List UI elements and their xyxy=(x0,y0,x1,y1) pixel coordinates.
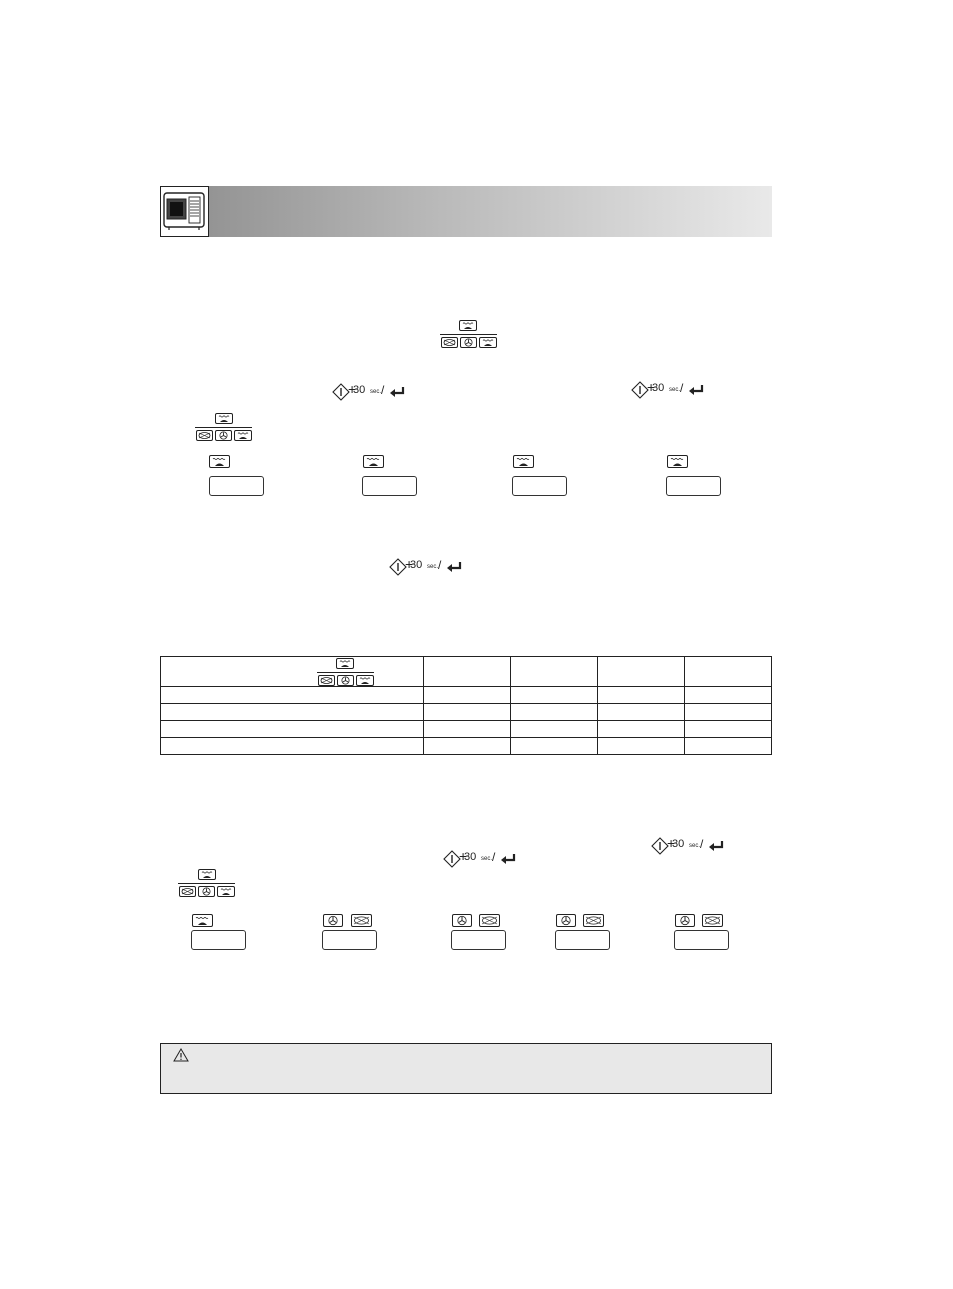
table-cell xyxy=(424,738,511,755)
program-display xyxy=(674,930,729,950)
enter-arrow-icon xyxy=(708,840,724,852)
plus-sign: + xyxy=(667,835,676,851)
program-display xyxy=(362,476,417,496)
table-row xyxy=(161,738,772,755)
program-display xyxy=(512,476,567,496)
table-cell xyxy=(161,721,424,738)
grill-icon xyxy=(198,869,216,880)
combination-icon xyxy=(479,914,500,927)
enter-arrow-icon xyxy=(446,561,462,573)
thirty-label: 30 xyxy=(672,838,685,850)
sec-label: sec. xyxy=(370,389,382,395)
table-cell xyxy=(424,721,511,738)
enter-arrow-icon xyxy=(389,386,405,398)
grill-icon xyxy=(215,413,233,424)
table-cell xyxy=(685,738,772,755)
slash-sign: / xyxy=(680,381,684,395)
table-cell xyxy=(161,687,424,704)
table-header-row xyxy=(161,657,772,687)
table-row xyxy=(161,687,772,704)
convection-fan-icon xyxy=(198,886,215,897)
plus-sign: + xyxy=(348,381,357,397)
combination-icon xyxy=(583,914,604,927)
grill-settings-table xyxy=(160,656,772,755)
caution-box xyxy=(160,1043,772,1094)
table-cell xyxy=(598,704,685,721)
program-display xyxy=(191,930,246,950)
thirty-label: 30 xyxy=(410,559,423,571)
convection-fan-icon xyxy=(323,914,343,927)
convection-fan-icon xyxy=(675,914,695,927)
sec-label: sec. xyxy=(689,843,701,849)
enter-arrow-icon xyxy=(688,384,704,396)
table-row xyxy=(161,704,772,721)
program-display xyxy=(209,476,264,496)
table-cell xyxy=(511,704,598,721)
table-row xyxy=(161,721,772,738)
start-30sec-enter-icon xyxy=(443,850,527,868)
convection-fan-icon xyxy=(337,675,354,686)
grill-icon xyxy=(513,455,534,468)
combination-icon xyxy=(441,337,458,348)
grill-icon xyxy=(363,455,384,468)
table-cell xyxy=(598,721,685,738)
slash-sign: / xyxy=(700,837,704,851)
grill-icon xyxy=(234,430,252,441)
combination-icon xyxy=(351,914,372,927)
table-cell xyxy=(424,704,511,721)
thirty-label: 30 xyxy=(353,384,366,396)
enter-arrow-icon xyxy=(500,853,516,865)
thirty-label: 30 xyxy=(464,851,477,863)
sec-label: sec. xyxy=(427,564,439,570)
convection-fan-icon xyxy=(556,914,576,927)
table-cell xyxy=(685,687,772,704)
start-30sec-enter-icon xyxy=(651,837,735,855)
table-cell xyxy=(598,738,685,755)
plus-sign: + xyxy=(459,848,468,864)
plus-sign: + xyxy=(405,556,414,572)
program-display xyxy=(451,930,506,950)
convection-fan-icon xyxy=(452,914,472,927)
table-cell xyxy=(685,704,772,721)
table-cell xyxy=(424,687,511,704)
grill-icon xyxy=(459,320,477,331)
table-cell xyxy=(511,687,598,704)
table-header-cell xyxy=(685,657,772,687)
thirty-label: 30 xyxy=(652,382,665,394)
start-30sec-enter-icon xyxy=(631,381,715,399)
warning-triangle-icon xyxy=(173,1048,189,1062)
grill-icon xyxy=(192,914,213,927)
table-cell xyxy=(511,738,598,755)
slash-sign: / xyxy=(381,383,385,397)
grill-icon xyxy=(209,455,230,468)
grill-icon xyxy=(667,455,688,468)
program-display xyxy=(322,930,377,950)
table-header-cell xyxy=(161,657,424,687)
grill-icon xyxy=(336,658,354,669)
convection-fan-icon xyxy=(460,337,477,348)
program-display xyxy=(666,476,721,496)
table-header-cell xyxy=(511,657,598,687)
grill-icon xyxy=(217,886,235,897)
slash-sign: / xyxy=(438,558,442,572)
table-cell xyxy=(161,704,424,721)
table-cell xyxy=(685,721,772,738)
microwave-oven-icon xyxy=(160,186,209,237)
start-30sec-enter-icon xyxy=(389,558,473,576)
table-header-cell xyxy=(598,657,685,687)
table-cell xyxy=(511,721,598,738)
slash-sign: / xyxy=(492,850,496,864)
table-cell xyxy=(161,738,424,755)
combination-icon xyxy=(179,886,196,897)
combination-icon xyxy=(196,430,213,441)
table-header-cell xyxy=(424,657,511,687)
plus-sign: + xyxy=(647,379,656,395)
combination-icon xyxy=(318,675,335,686)
combination-icon xyxy=(702,914,723,927)
section-header-band xyxy=(160,186,772,237)
grill-icon xyxy=(479,337,497,348)
table-cell xyxy=(598,687,685,704)
sec-label: sec. xyxy=(481,856,493,862)
convection-fan-icon xyxy=(215,430,232,441)
start-30sec-enter-icon xyxy=(332,383,416,401)
grill-icon xyxy=(356,675,374,686)
program-display xyxy=(555,930,610,950)
sec-label: sec. xyxy=(669,387,681,393)
